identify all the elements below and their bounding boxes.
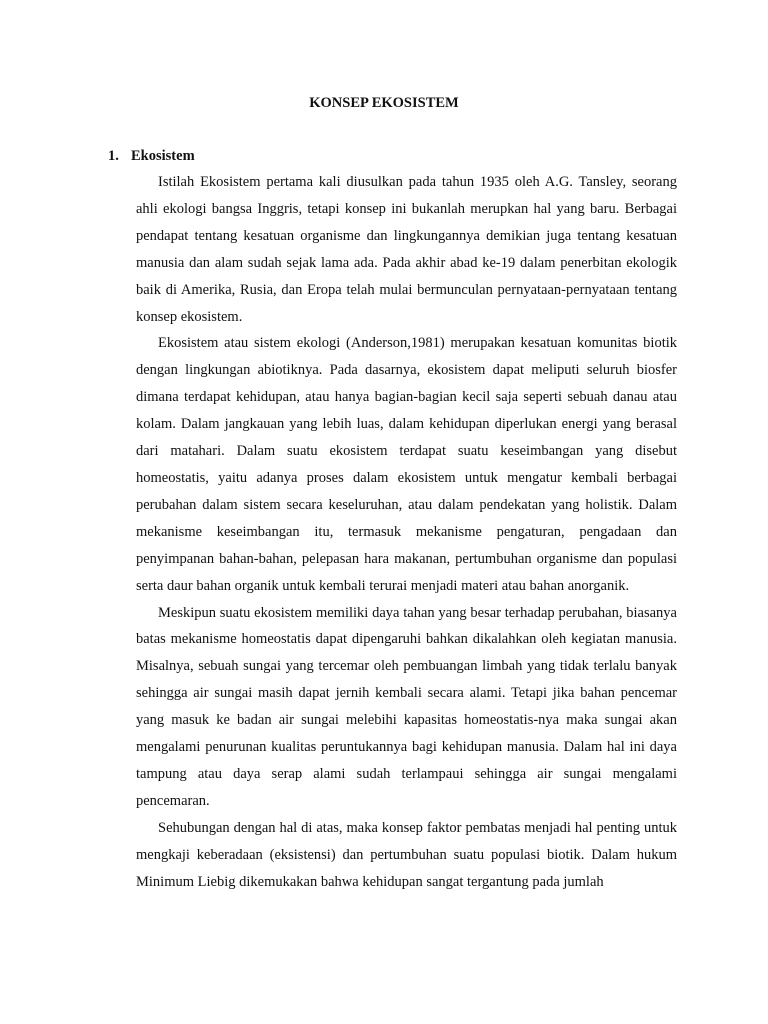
paragraph: Ekosistem atau sistem ekologi (Anderson,1981) merupakan kesatuan komunitas biotik dengan lingkungan abiotiknya. Pada dasarnya, ekosistem dapat meliputi seluruh biosfer dimana terdapat kehidupan, atau hanya bagian-bagian kecil saja seperti sebuah danau atau kolam. Dalam jangkauan yang lebih luas, dalam kehidupan diperlukan energi yang berasal dari matahari. Dalam suatu ekosistem terdapat suatu keseimbangan yang disebut homeostatis, yaitu adanya proses dalam ekosistem untuk mengatur kembali berbagai perubahan dalam sistem secara keseluruhan, atau dalam pendekatan yang holistik. Dalam mekanisme keseimbangan itu, termasuk mekanisme pengaturan, pengadaan dan penyimpanan bahan-bahan, pelepasan hara makanan, pertumbuhan organisme dan populasi serta daur bahan organik untuk kembali terurai menjadi materi atau bahan anorganik. [136,335,677,594]
paragraph: Meskipun suatu ekosistem memiliki daya tahan yang besar terhadap perubahan, biasanya batas mekanisme homeostatis dapat dipengaruhi bahkan dikalahkan oleh kegiatan manusia. Misalnya, sebuah sungai yang tercemar oleh pembuangan limbah yang tidak terlalu banyak sehingga air sungai masih dapat jernih kembali secara alami. Tetapi jika bahan pencemar yang masuk ke badan air sungai melebihi kapasitas homeostatis-nya maka sungai akan mengalami penurunan kualitas peruntukannya bagi kehidupan manusia. Dalam hal ini daya tampung atau daya serap alami sudah terlampaui sehingga air sungai mengalami pencemaran. [136,604,677,809]
section-heading [108,146,195,166]
paragraph: Sehubungan dengan hal di atas, maka konsep faktor pembatas menjadi hal penting untuk mengkaji keberadaan (eksistensi) dan pertumbuhan suatu populasi biotik. Dalam hukum Minimum Liebig dikemukakan bahwa kehidupan sangat tergantung pada jumlah [136,819,677,890]
section-title: Ekosistem [131,148,195,164]
document-title: KONSEP EKOSISTEM [309,95,459,111]
document-body [136,169,677,895]
section-number: 1. [108,148,119,164]
paragraph: Istilah Ekosistem pertama kali diusulkan pada tahun 1935 oleh A.G. Tansley, seorang ahli ekologi bangsa Inggris, tetapi konsep ini bukanlah merupkan hal yang baru. Berbagai pendapat tentang kesatuan organisme dan lingkungannya demikian juga tentang kesatuan manusia dan alam sudah sejak lama ada. Pada akhir abad ke-19 dalam penerbitan ekologik baik di Amerika, Rusia, dan Eropa telah mulai bermunculan pernyataan-pernyataan tentang konsep ekosistem. [136,174,677,325]
